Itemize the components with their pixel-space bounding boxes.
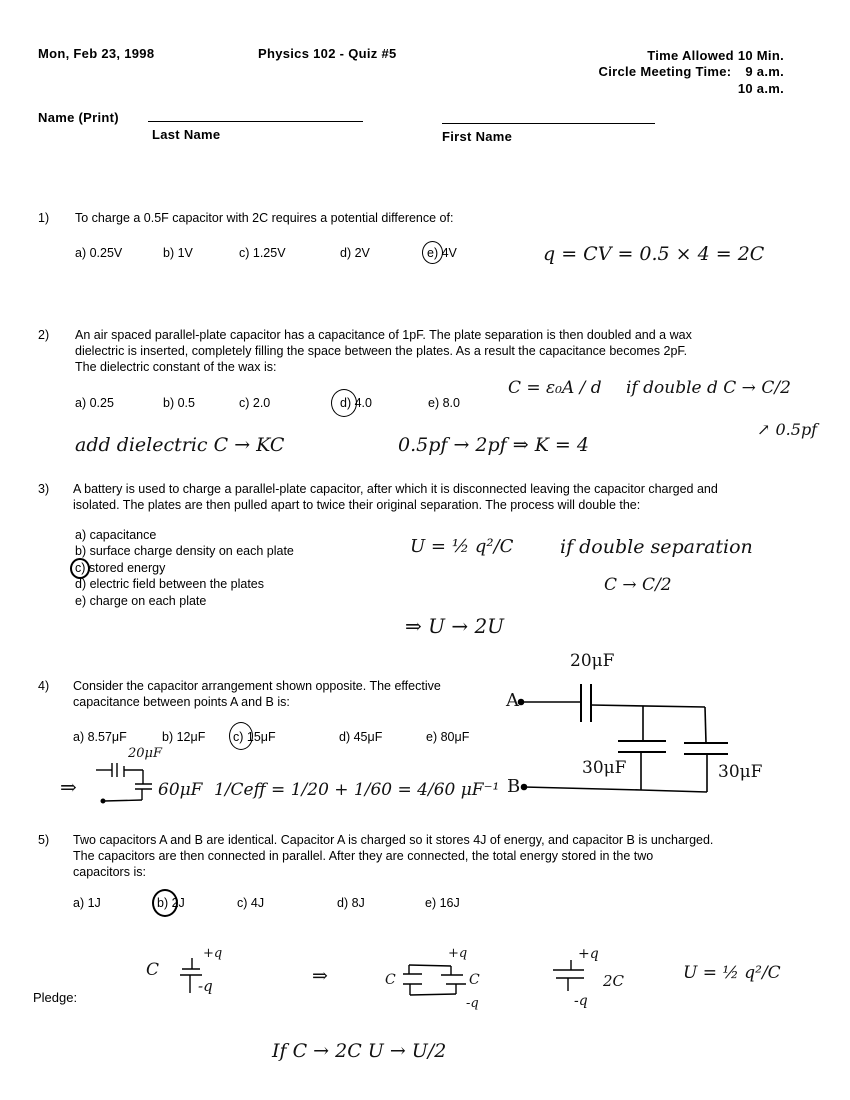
first-name-label: First Name [442,129,513,144]
q3-work-c-half: C → C/2 [604,575,672,595]
q3-choice-b[interactable]: b) surface charge density on each plate [75,544,294,558]
q3-work-energy: U = ½ q²/C [410,536,514,557]
meeting-option-10am[interactable]: 10 a.m. [737,81,784,96]
q3-choice-c[interactable]: c) stored energy [75,561,166,575]
q5-choice-a[interactable]: a) 1J [73,896,101,910]
q5-work-implies: ⇒ [312,965,328,987]
q5-choice-e[interactable]: e) 16J [425,896,460,910]
q2-text-line2: dielectric is inserted, completely filling the space between the plates. As a result the capacitance becomes 2pF. [75,344,688,358]
q2-text-line3: The dielectric constant of the wax is: [75,360,277,374]
q2-choice-b[interactable]: b) 0.5 [163,396,195,410]
q2-work-formula: C = ε₀A / d [508,378,602,398]
q5-work-conclusion: If C → 2C U → U/2 [272,1040,447,1062]
q2-choice-d[interactable]: d) 4.0 [340,396,372,410]
q5-text-line2: The capacitors are then connected in parallel. After they are connected, the total energy stored in the two [73,849,654,863]
q1-choice-a[interactable]: a) 0.25V [75,246,123,260]
q5-number: 5) [38,833,50,847]
q3-choice-e[interactable]: e) charge on each plate [75,594,207,608]
q5-sketches [180,958,584,995]
q5-work-c-right: C [469,972,480,988]
q2-number: 2) [38,328,50,342]
q5-work-plus-q: +q [203,946,223,961]
q5-work-minus-q3: -q [574,993,588,1009]
time-allowed: Time Allowed 10 Min. [647,48,784,63]
q5-work-c: C [146,960,160,980]
q3-text-line1: A battery is used to charge a parallel-plate capacitor, after which it is disconnected leaving the capacitor charged and [73,482,718,496]
q1-choice-d[interactable]: d) 2V [340,246,370,260]
q5-choice-b[interactable]: b) 2J [157,896,185,910]
reduced-circuit-sketch [96,763,152,803]
q4-choice-c[interactable]: c) 15μF [233,730,276,744]
q1-choice-c[interactable]: c) 1.25V [239,246,286,260]
meeting-time-label: Circle Meeting Time: [598,64,732,79]
q4-choice-e[interactable]: e) 80μF [426,730,470,744]
quiz-title: Physics 102 - Quiz #5 [258,46,397,61]
q5-choice-c[interactable]: c) 4J [237,896,265,910]
wire-cap2-top [705,707,706,743]
q5-work-2c: 2C [603,972,625,990]
q1-choice-b[interactable]: b) 1V [163,246,193,260]
q4-work-implies: ⇒ [60,775,77,799]
q4-choice-b[interactable]: b) 12μF [162,730,206,744]
q3-choice-d[interactable]: d) electric field between the plates [75,577,264,591]
q2-text-line1: An air spaced parallel-plate capacitor has a capacitance of 1pF. The plate separation is then doubled and a wax [75,328,692,342]
q2-choice-e[interactable]: e) 8.0 [428,396,460,410]
q2-work-double-d: if double d C → C/2 [626,378,791,398]
circuit-parallel-cap2-label: 30μF [718,762,763,782]
q5-work-plus-q2: +q [448,946,468,961]
q3-text-line2: isolated. The plates are then pulled apart to twice their original separation. The process will double the: [73,498,641,512]
pledge-label: Pledge: [33,990,78,1005]
q5-text-line1: Two capacitors A and B are identical. Capacitor A is charged so it stores 4J of energy, and capacitor B is uncharged. [73,833,714,847]
q4-work-20uf: 20μF [128,746,163,761]
q3-number: 3) [38,482,50,496]
wire-top [591,705,705,707]
wire-b [524,787,641,790]
meeting-option-9am[interactable]: 9 a.m. [745,64,784,79]
q1-choice-e[interactable]: e) 4V [427,246,457,260]
last-name-label: Last Name [152,127,221,142]
quiz-date: Mon, Feb 23, 1998 [38,46,155,61]
q5-choice-d[interactable]: d) 8J [337,896,365,910]
q4-choice-d[interactable]: d) 45μF [339,730,383,744]
circuit-series-cap-label: 20μF [570,651,615,671]
q5-answer-circle [152,889,178,917]
q5-work-energy: U = ½ q²/C [683,963,781,983]
name-label: Name (Print) [38,110,119,125]
q4-text-line1: Consider the capacitor arrangement shown opposite. The effective [73,679,441,693]
circuit-point-b: B [507,776,521,797]
q2-choice-c[interactable]: c) 2.0 [239,396,271,410]
q3-work-double: if double separation [560,536,753,558]
q5-work-minus-q: -q [198,977,213,995]
q2-choice-a[interactable]: a) 0.25 [75,396,114,410]
q5-work-plus-q3: +q [578,946,599,962]
q5-text-line3: capacitors is: [73,865,146,879]
q2-work-dielectric: add dielectric C → KC [75,434,285,456]
q1-number: 1) [38,211,50,225]
q3-choice-a[interactable]: a) capacitance [75,528,157,542]
q2-work-result: 0.5pf → 2pf ⇒ K = 4 [398,434,589,456]
q3-work-result: ⇒ U → 2U [405,614,505,638]
circuit-parallel-cap1-label: 30μF [582,758,627,778]
circuit-point-a: A [506,690,519,711]
q4-work-ceff: 1/Ceff = 1/20 + 1/60 = 4/60 μF⁻¹ [214,780,500,800]
q1-work: q = CV = 0.5 × 4 = 2C [543,243,765,265]
q2-work-half: ↗ 0.5pf [757,420,818,439]
wire-bottom [641,790,707,792]
q5-work-c-left: C [385,972,396,988]
q4-choice-a[interactable]: a) 8.57μF [73,730,127,744]
q4-number: 4) [38,679,50,693]
q1-text: To charge a 0.5F capacitor with 2C requires a potential difference of: [75,211,454,225]
q4-work-60uf: 60μF [158,780,203,800]
q5-work-minus-q2: -q [466,996,479,1011]
q4-text-line2: capacitance between points A and B is: [73,695,290,709]
